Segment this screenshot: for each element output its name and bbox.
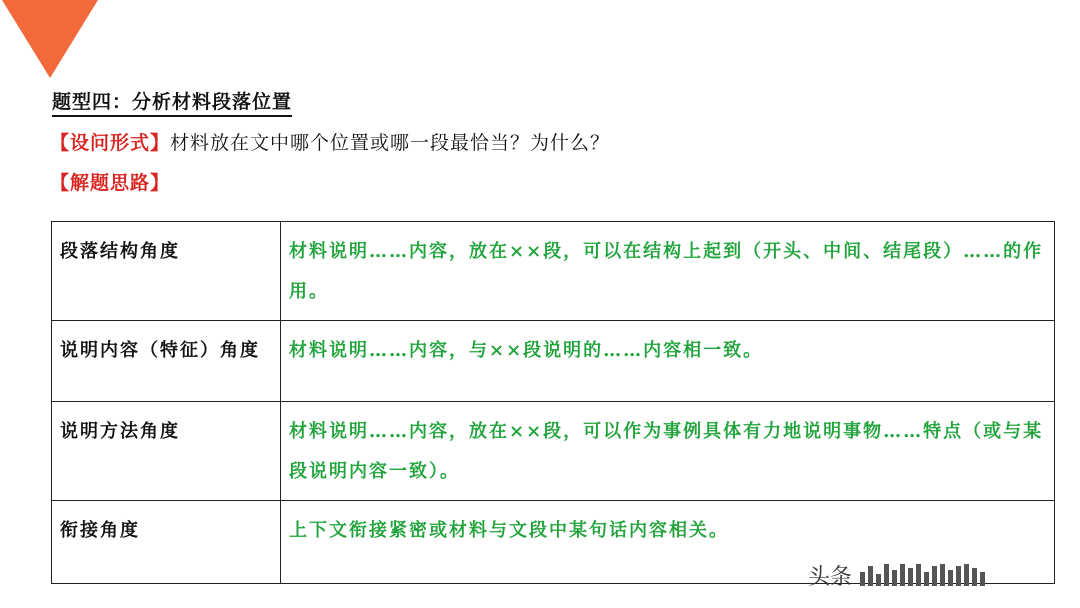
approach-table: [51, 221, 1055, 584]
question-form-tag: 【设问形式】: [50, 132, 171, 154]
question-form-text: 材料放在文中哪个位置或哪一段最恰当？为什么？: [170, 132, 611, 154]
table-row: [52, 222, 1055, 321]
watermark-text: 头条: [808, 564, 853, 590]
watermark-glyph-icon: [860, 564, 985, 586]
angle-cell: 衔接角度: [52, 501, 281, 584]
section-heading: 题型四：分析材料段落位置: [52, 90, 292, 117]
solution-approach-tag: 【解题思路】: [50, 172, 171, 194]
explain-cell: 材料说明……内容，放在××段，可以作为事例具体有力地说明事物……特点（或与某段说明内容一致）。: [281, 402, 1055, 501]
table-row: [52, 402, 1055, 501]
angle-cell: 段落结构角度: [52, 222, 281, 321]
table-row: [52, 321, 1055, 402]
watermark: [808, 560, 985, 590]
angle-cell: 说明方法角度: [52, 402, 281, 501]
corner-triangle-decoration: [2, 0, 98, 78]
explain-cell: 材料说明……内容，与××段说明的……内容相一致。: [281, 321, 1055, 402]
solution-approach-line: [50, 170, 170, 196]
explain-cell: 材料说明……内容，放在××段，可以在结构上起到（开头、中间、结尾段）……的作用。: [281, 222, 1055, 321]
question-form-line: [50, 130, 610, 156]
angle-cell: 说明内容（特征）角度: [52, 321, 281, 402]
explain-cell: 上下文衔接紧密或材料与文段中某句话内容相关。: [281, 501, 1055, 584]
